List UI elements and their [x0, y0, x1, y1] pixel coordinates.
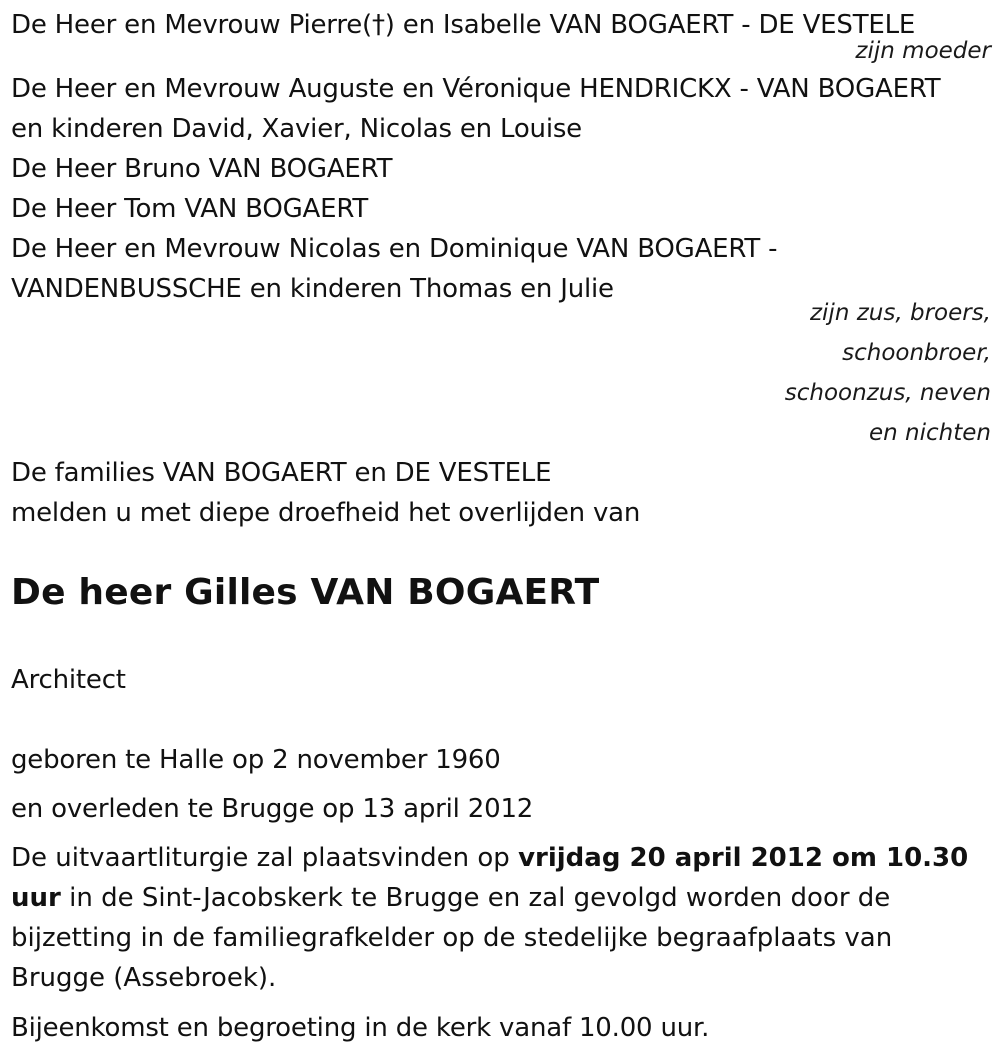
- family-line-1: De Heer en Mevrouw Pierre(†) en Isabelle VAN BOGAERT - DE VESTELE: [11, 10, 916, 40]
- family-line-4: De Heer Bruno VAN BOGAERT: [11, 154, 393, 184]
- birth-line: geboren te Halle op 2 november 1960: [11, 745, 501, 775]
- death-line: en overleden te Brugge op 13 april 2012: [11, 794, 534, 824]
- funeral-paragraph: [11, 838, 991, 998]
- relation-mother: zijn moeder: [855, 38, 991, 64]
- funeral-details: in de Sint-Jacobskerk te Brugge en zal gevolgd worden door de bijzetting in de familiegrafkelder op de stedelijke begraafplaats van Brugge (Assebroek).: [11, 883, 893, 993]
- announcement-line-1: De families VAN BOGAERT en DE VESTELE: [11, 458, 552, 488]
- gathering-line: Bijeenkomst en begroeting in de kerk vanaf 10.00 uur.: [11, 1013, 710, 1043]
- family-line-7: VANDENBUSSCHE en kinderen Thomas en Julie: [11, 274, 614, 304]
- family-line-3: en kinderen David, Xavier, Nicolas en Louise: [11, 114, 582, 144]
- family-line-2: De Heer en Mevrouw Auguste en Véronique HENDRICKX - VAN BOGAERT: [11, 74, 941, 104]
- funeral-date: vrijdag 20 april 2012 om 10.30 uur: [11, 843, 969, 913]
- profession: Architect: [11, 665, 126, 695]
- relation-siblings-1: zijn zus, broers,: [809, 300, 991, 326]
- family-line-6: De Heer en Mevrouw Nicolas en Dominique VAN BOGAERT -: [11, 234, 778, 264]
- relation-siblings-2: schoonbroer,: [842, 340, 991, 366]
- deceased-name: De heer Gilles VAN BOGAERT: [11, 572, 600, 613]
- relation-siblings-3: schoonzus, neven: [784, 380, 991, 406]
- relation-siblings-4: en nichten: [869, 420, 991, 446]
- funeral-intro: De uitvaartliturgie zal plaatsvinden op: [11, 843, 519, 873]
- announcement-line-2: melden u met diepe droefheid het overlijden van: [11, 498, 641, 528]
- family-line-5: De Heer Tom VAN BOGAERT: [11, 194, 369, 224]
